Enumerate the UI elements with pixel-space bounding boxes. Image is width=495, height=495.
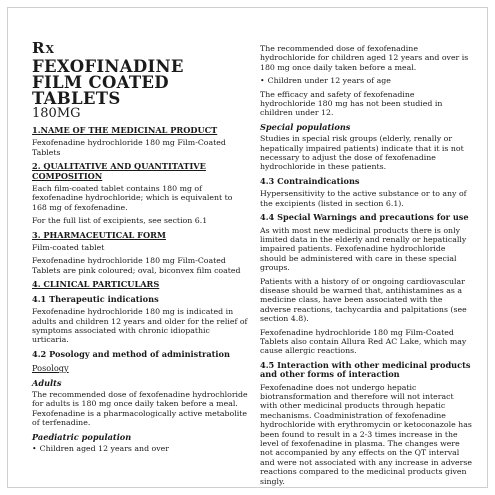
section-4-4-text-1: As with most new medicinal products there is only limited data in the elderly and renally or hepatically impaired patients. Fexofenadine hydrochloride should be administered with care in these special groups. <box>260 225 467 273</box>
title-line-1: FEXOFINADINE <box>32 57 184 76</box>
section-4-5-text: Fexofenadine does not undergo hepatic biotransformation and therefore will not interact with other medicinal products through hepatic mechanisms. Coadministration of fexofenadine hydrochloride with erythromycin or ketoconazole has been found to result in a 2-3 times increase in the level of fexofenadine in plasma. The changes were not accompanied by any effects on the QT interval and were not associated with any increase in adverse reactions compared to the medicinal products given singly. <box>260 382 472 486</box>
list-item <box>32 444 248 453</box>
list-item-text: Children under 12 years of age <box>267 76 391 86</box>
right-column <box>260 44 472 490</box>
special-populations-text: Studies in special risk groups (elderly, renally or hepatically impaired patients) indicate that it is not necessary to adjust the dose of fexofenadine hydrochloride in these patients. <box>260 134 464 172</box>
section-4-4-heading: 4.4 Special Warnings and precautions for use <box>260 212 469 223</box>
section-2-heading: 2. QUALITATIVE AND QUANTITATIVE COMPOSITION <box>32 161 206 181</box>
section-4-3-text: Hypersensitivity to the active substance or to any of the excipients (listed in section 6.1). <box>260 189 467 208</box>
bullet-icon: • <box>32 443 37 453</box>
paediatric-label: Paediatric population <box>32 431 132 442</box>
left-column <box>32 40 248 457</box>
section-1-text: Fexofenadine hydrochloride 180 mg Film-Coated Tablets <box>32 138 226 157</box>
rx-r: R <box>32 39 46 57</box>
section-4-heading: 4. CLINICAL PARTICULARS <box>32 279 160 290</box>
section-2-excipients-note: For the full list of excipients, see section 6.1 <box>32 216 208 226</box>
section-3-text: Film-coated tablet <box>32 243 105 253</box>
rx-symbol <box>32 40 248 58</box>
section-2-text: Each film-coated tablet contains 180 mg of fexofenadine hydrochloride; which is equivalent to 168 mg of fexofenadine. <box>32 184 233 212</box>
posology-label: Posology <box>32 363 69 374</box>
adults-label: Adults <box>32 377 62 388</box>
section-3-description: Fexofenadine hydrochloride 180 mg Film-Coated Tablets are pink coloured; oval, biconvex film coated <box>32 256 241 275</box>
section-4-1-text: Fexofenadine hydrochloride 180 mg is indicated in adults and children 12 years and older for the relief of symptoms associated with chronic idiopathic urticaria. <box>32 307 248 345</box>
title-line-3: TABLETS <box>32 89 121 108</box>
section-4-2-heading: 4.2 Posology and method of administration <box>32 348 230 359</box>
rx-x: X <box>45 43 56 56</box>
section-4-1-heading: 4.1 Therapeutic indications <box>32 293 159 304</box>
list-item-text: Children aged 12 years and over <box>39 443 169 453</box>
list-item <box>260 76 472 85</box>
bullet-icon: • <box>260 76 265 86</box>
product-strength: 180MG <box>32 106 81 121</box>
product-title <box>32 59 248 107</box>
section-4-4-text-2: Patients with a history of or ongoing cardiovascular disease should be warned that, antihistamines as a medicine class, have been associated with the adverse reactions, tachycardia and palpitations (see section 4.8). <box>260 276 467 324</box>
section-1-heading: 1.NAME OF THE MEDICINAL PRODUCT <box>32 125 218 135</box>
section-4-3-heading: 4.3 Contraindications <box>260 175 360 186</box>
children-efficacy-text: The efficacy and safety of fexofenadine hydrochloride 180 mg has not been studied in children under 12. <box>260 89 443 118</box>
section-4-4-text-3: Fexofenadine hydrochloride 180 mg Film-Coated Tablets also contain Allura Red AC Lake, which may cause allergic reactions. <box>260 327 467 356</box>
paediatric-dosing-text: The recommended dose of fexofenadine hydrochloride for children aged 12 years and over is 180 mg once daily taken before a meal. <box>260 44 469 72</box>
section-3-heading: 3. PHARMACEUTICAL FORM <box>32 229 166 240</box>
title-line-2: FILM COATED <box>32 73 169 92</box>
section-4-5-heading: 4.5 Interaction with other medicinal products and other forms of interaction <box>260 359 471 380</box>
adults-dosing-text: The recommended dose of fexofenadine hydrochloride for adults is 180 mg once daily taken before a meal. Fexofenadine is a pharmacologically active metabolite of terfenadine. <box>32 389 248 428</box>
special-populations-label: Special populations <box>260 121 351 132</box>
